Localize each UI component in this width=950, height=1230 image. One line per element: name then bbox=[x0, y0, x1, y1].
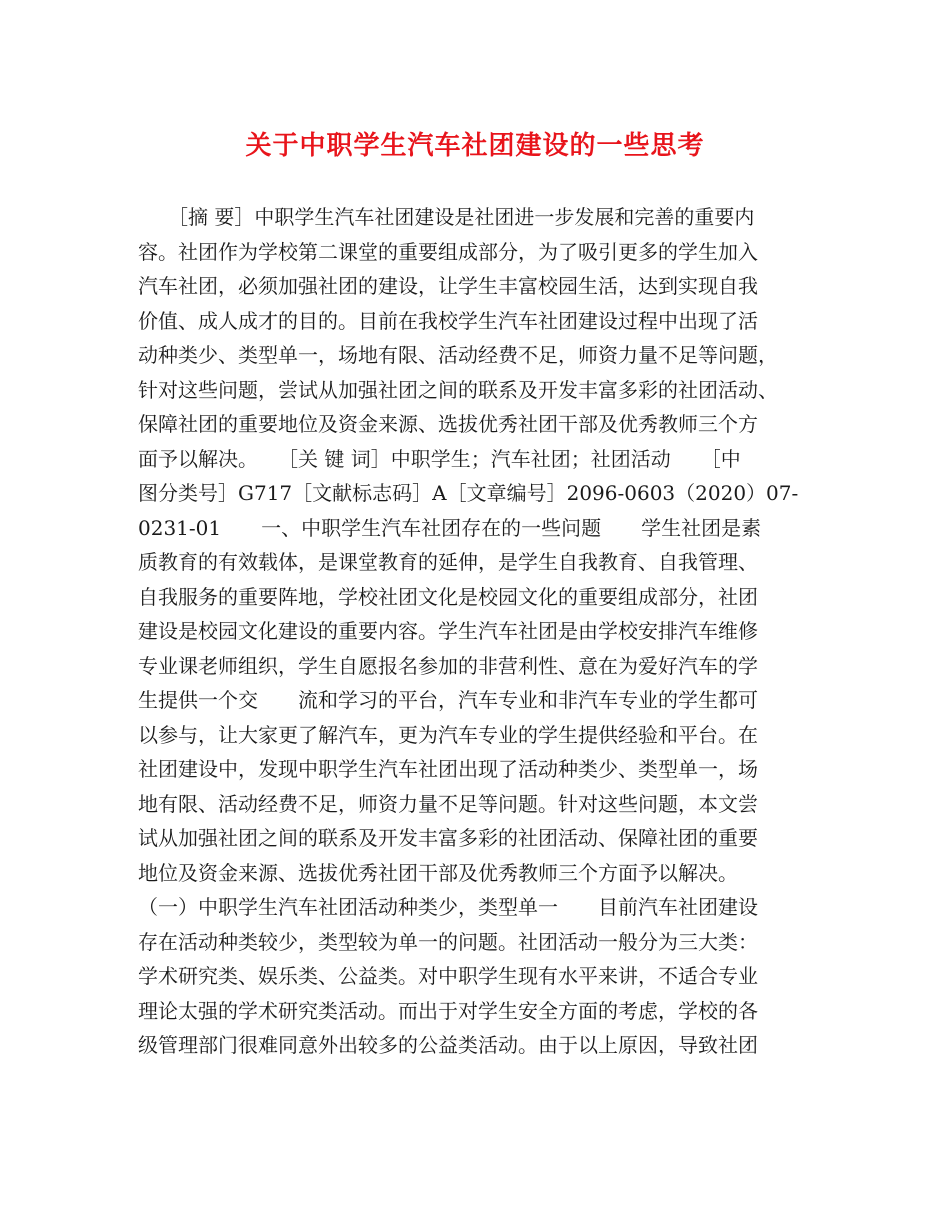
body-line: 级管理部门很难同意外出较多的公益类活动。由于以上原因，导致社团 bbox=[138, 1033, 758, 1057]
body-line: 动种类少、类型单一，场地有限、活动经费不足，师资力量不足等问题， bbox=[138, 343, 778, 367]
document-title: 关于中职学生汽车社团建设的一些思考 bbox=[245, 131, 705, 161]
body-line: 社团建设中，发现中职学生汽车社团出现了活动种类少、类型单一，场 bbox=[138, 757, 758, 781]
body-line: 地位及资金来源、选拔优秀社团干部及优秀教师三个方面予以解决。 bbox=[138, 860, 738, 885]
body-line: 保障社团的重要地位及资金来源、选拔优秀社团干部及优秀教师三个方 bbox=[138, 412, 758, 436]
body-line: 汽车社团，必须加强社团的建设，让学生丰富校园生活，达到实现自我 bbox=[138, 274, 758, 298]
body-line: 理论太强的学术研究类活动。而出于对学生安全方面的考虑，学校的各 bbox=[138, 998, 758, 1023]
document-body bbox=[138, 200, 810, 1063]
body-line: 试从加强社团之间的联系及开发丰富多彩的社团活动、保障社团的重要 bbox=[138, 826, 758, 850]
body-line: 针对这些问题，尝试从加强社团之间的联系及开发丰富多彩的社团活动、 bbox=[138, 377, 778, 402]
body-line: ［摘 要］中职学生汽车社团建设是社团进一步发展和完善的重要内 bbox=[138, 205, 755, 229]
body-line: 面予以解决。 ［关 键 词］中职学生；汽车社团；社团活动 ［中 bbox=[138, 446, 741, 471]
body-line: 地有限、活动经费不足，师资力量不足等问题。针对这些问题，本文尝 bbox=[138, 791, 758, 816]
body-line: 容。社团作为学校第二课堂的重要组成部分，为了吸引更多的学生加入 bbox=[138, 239, 758, 264]
body-line: 自我服务的重要阵地，学校社团文化是校园文化的重要组成部分，社团 bbox=[138, 584, 758, 609]
body-line: （一）中职学生汽车社团活动种类少，类型单一 目前汽车社团建设 bbox=[138, 895, 758, 919]
body-line: 生提供一个交 流和学习的平台，汽车专业和非汽车专业的学生都可 bbox=[138, 688, 758, 712]
body-line: 以参与，让大家更了解汽车，更为汽车专业的学生提供经验和平台。在 bbox=[138, 722, 758, 747]
body-line: 0231-01 一、中职学生汽车社团存在的一些问题 学生社团是素 bbox=[138, 515, 762, 540]
body-line: 质教育的有效载体，是课堂教育的延伸，是学生自我教育、自我管理、 bbox=[138, 550, 758, 574]
body-line: 学术研究类、娱乐类、公益类。对中职学生现有水平来讲，不适合专业 bbox=[138, 964, 758, 988]
body-line: 建设是校园文化建设的重要内容。学生汽车社团是由学校安排汽车维修 bbox=[138, 619, 758, 643]
body-line: 专业课老师组织，学生自愿报名参加的非营利性、意在为爱好汽车的学 bbox=[138, 653, 758, 678]
body-line: 存在活动种类较少，类型较为单一的问题。社团活动一般分为三大类： bbox=[138, 929, 758, 954]
body-line: 价值、成人成才的目的。目前在我校学生汽车社团建设过程中出现了活 bbox=[138, 308, 758, 333]
body-line: 图分类号］G717［文献标志码］A［文章编号］2096-0603（2020）07- bbox=[138, 481, 799, 505]
